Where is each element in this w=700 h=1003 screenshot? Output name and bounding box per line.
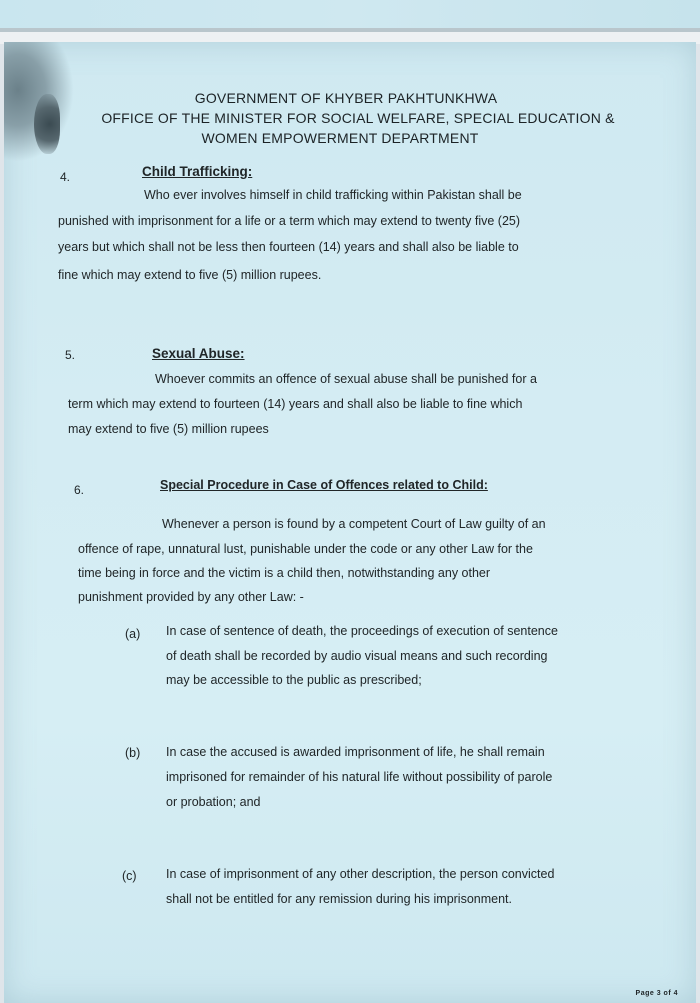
- item-b-label: (b): [125, 746, 141, 760]
- item-c-line-1: In case of imprisonment of any other description, the person convicted: [166, 867, 555, 881]
- header-line-3: WOMEN EMPOWERMENT DEPARTMENT: [201, 130, 479, 146]
- section-4-line-1: Who ever involves himself in child trafficking within Pakistan shall be: [144, 188, 522, 202]
- section-4-line-2: punished with imprisonment for a life or a term which may extend to twenty five (25): [58, 214, 521, 228]
- section-4-line-3: years but which shall not be less then fourteen (14) years and shall also be liable to: [58, 240, 519, 254]
- section-4-line-4: fine which may extend to five (5) million rupees.: [58, 268, 322, 282]
- section-6-number: 6.: [74, 483, 85, 497]
- section-4-title: Child Trafficking:: [142, 164, 253, 179]
- item-a-line-3: may be accessible to the public as prescribed;: [166, 673, 422, 687]
- item-b-line-2: imprisoned for remainder of his natural life without possibility of parole: [166, 770, 553, 784]
- section-5-line-2: term which may extend to fourteen (14) years and shall also be liable to fine which: [68, 397, 523, 411]
- header-line-2: OFFICE OF THE MINISTER FOR SOCIAL WELFARE, SPECIAL EDUCATION &: [101, 110, 615, 126]
- item-a-line-2: of death shall be recorded by audio visual means and such recording: [166, 649, 548, 663]
- page-number: Page 3 of 4: [635, 990, 678, 997]
- section-5-line-1: Whoever commits an offence of sexual abuse shall be punished for a: [155, 372, 537, 386]
- previous-page-strip: [0, 0, 700, 32]
- item-b-line-1: In case the accused is awarded imprisonment of life, he shall remain: [166, 745, 545, 759]
- section-5-line-3: may extend to five (5) million rupees: [68, 422, 269, 436]
- header-line-1: GOVERNMENT OF KHYBER PAKHTUNKHWA: [194, 90, 498, 106]
- item-c-label: (c): [122, 869, 137, 883]
- section-5-number: 5.: [65, 348, 76, 362]
- section-6-line-2: offence of rape, unnatural lust, punishable under the code or any other Law for the: [78, 542, 533, 556]
- section-5-title: Sexual Abuse:: [152, 346, 245, 361]
- item-a-line-1: In case of sentence of death, the proceedings of execution of sentence: [166, 624, 558, 638]
- item-c-line-2: shall not be entitled for any remission during his imprisonment.: [166, 892, 513, 906]
- item-b-line-3: or probation; and: [166, 795, 261, 809]
- item-a-label: (a): [125, 627, 141, 641]
- section-6-line-4: punishment provided by any other Law: -: [78, 590, 304, 604]
- section-6-title: Special Procedure in Case of Offences related to Child:: [160, 478, 488, 492]
- section-6-line-3: time being in force and the victim is a child then, notwithstanding any other: [78, 566, 491, 580]
- document-page: [4, 42, 696, 1003]
- section-6-line-1: Whenever a person is found by a competent Court of Law guilty of an: [162, 517, 546, 531]
- section-4-number: 4.: [60, 170, 71, 184]
